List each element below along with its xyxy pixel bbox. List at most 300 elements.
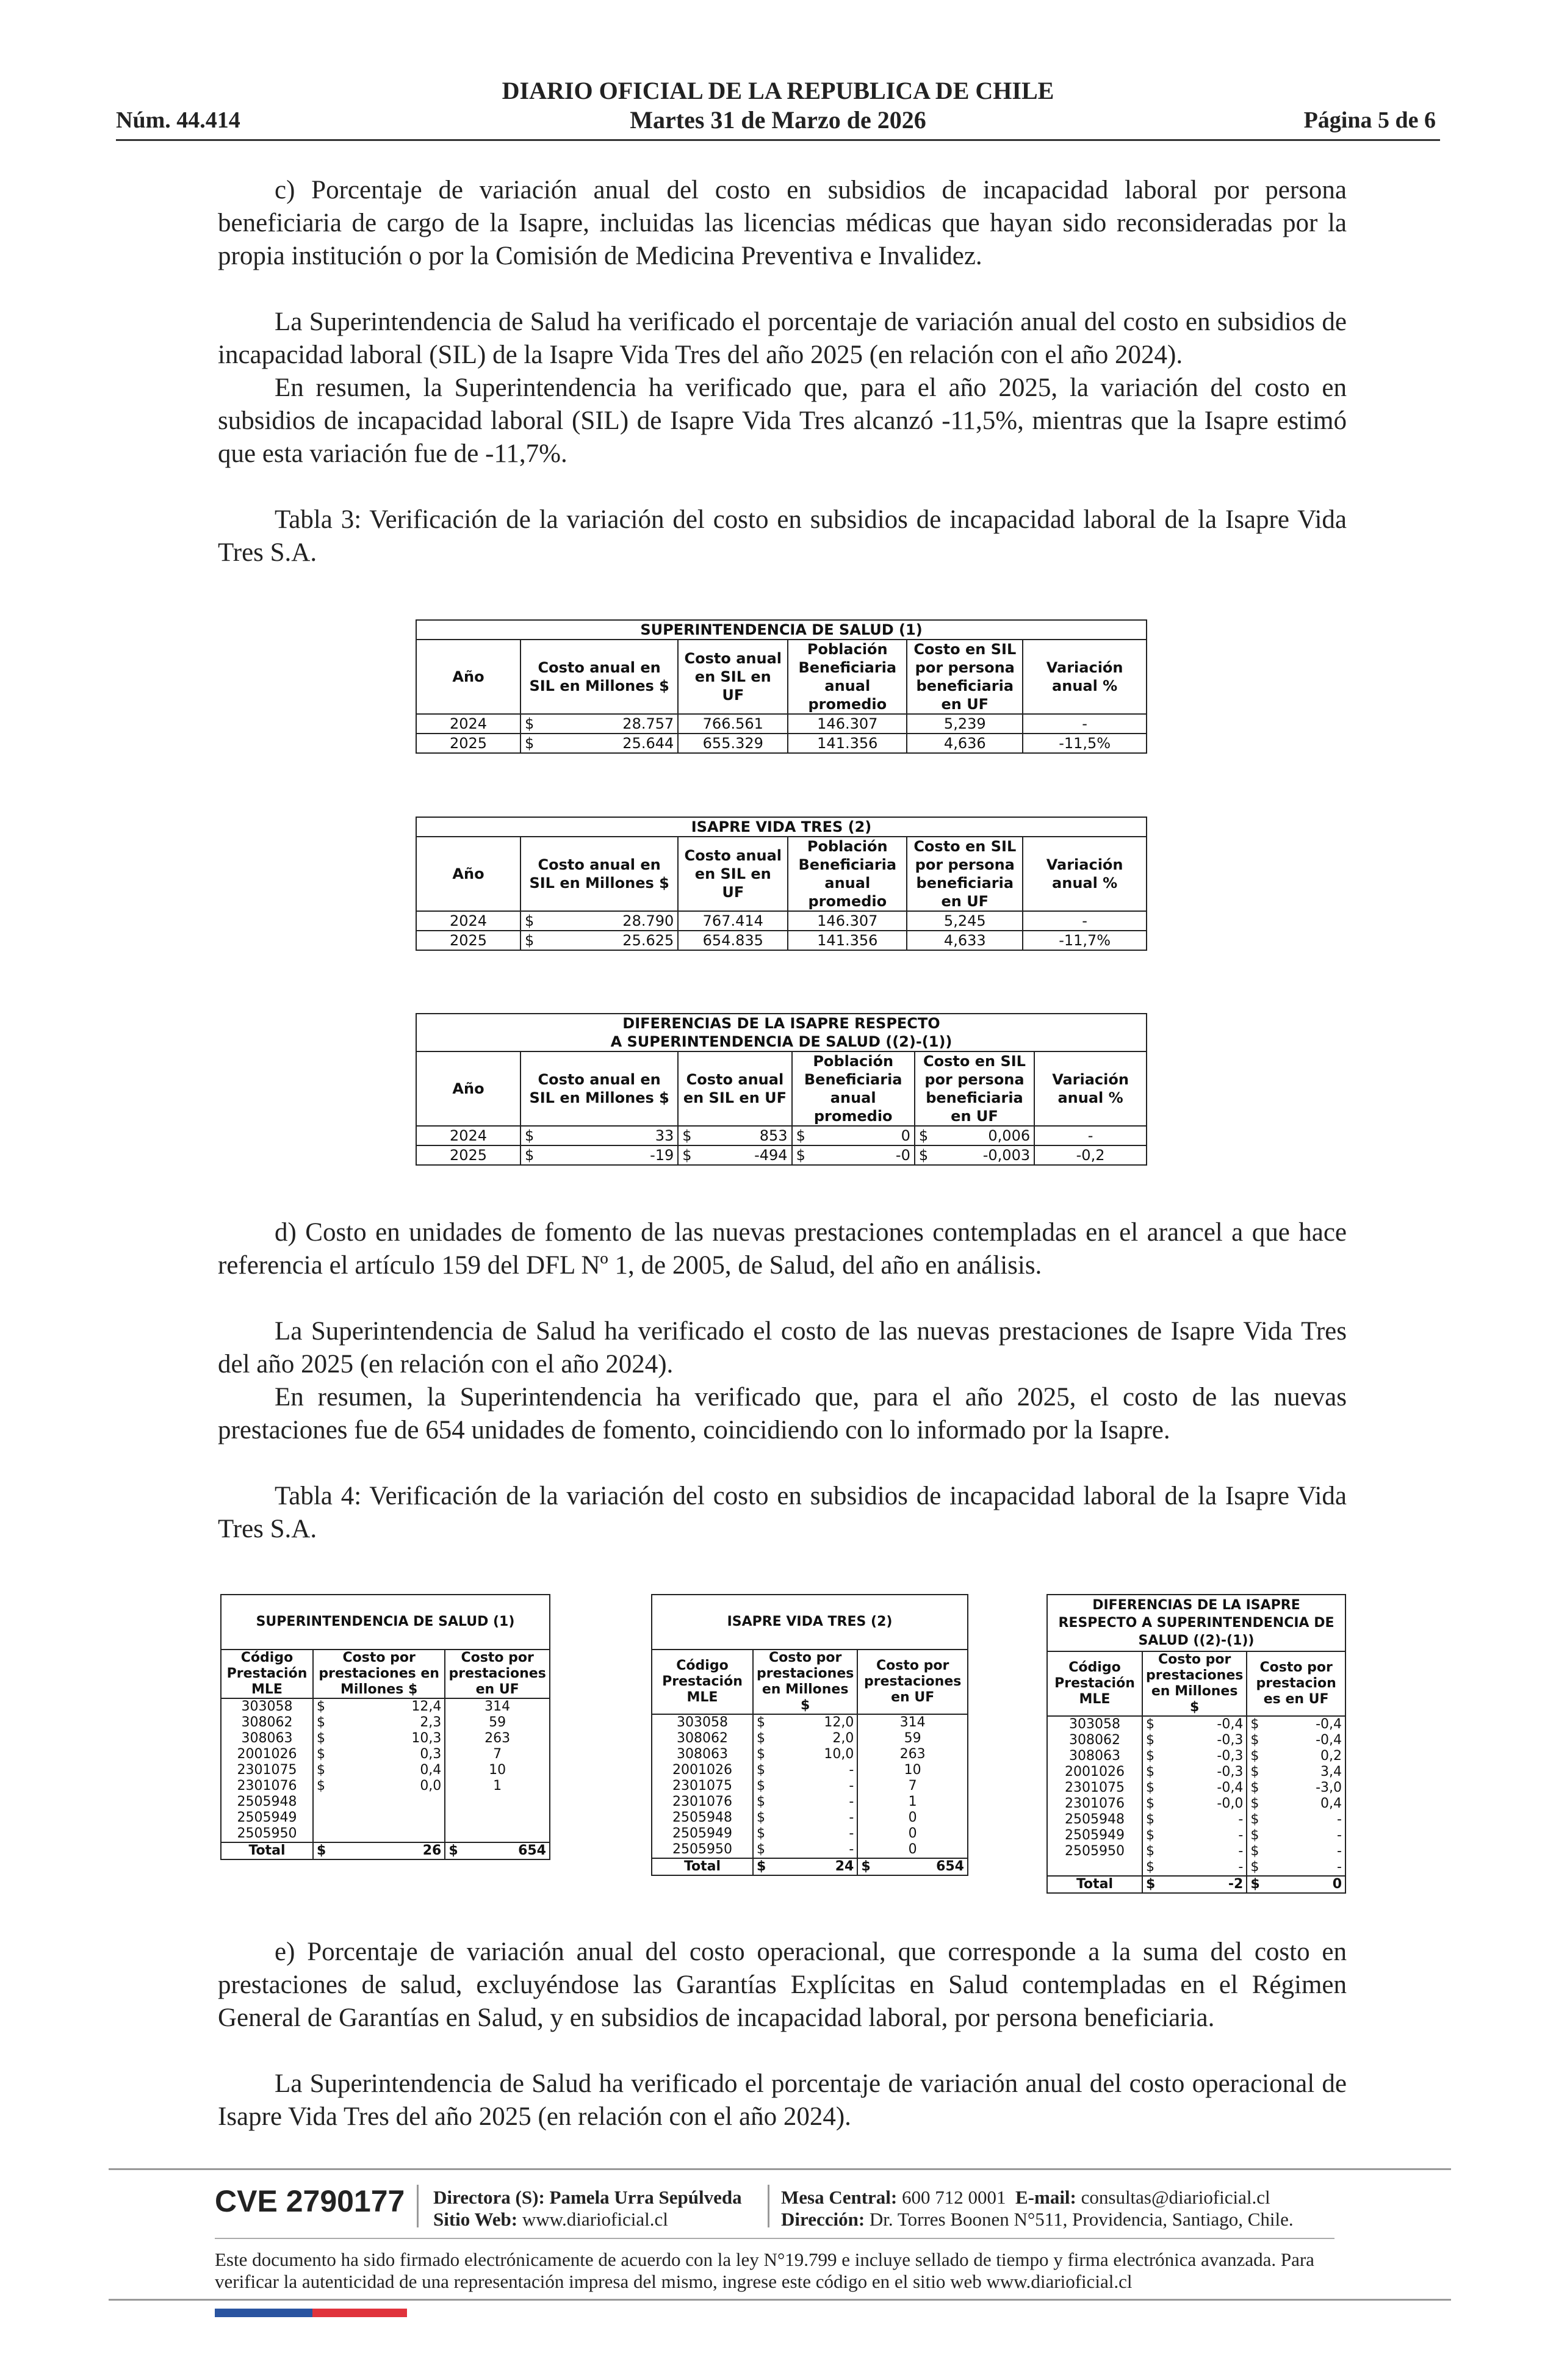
cell-currency: $ [317, 1731, 325, 1746]
col-header-population: Población Beneficiaria anual promedio [792, 1051, 915, 1126]
table-row [222, 1778, 549, 1794]
cell-currency: $ [757, 1810, 765, 1825]
col-header-cost-millions: Costo por prestaciones en Millones $ [313, 1650, 445, 1698]
cell-cost-uf [445, 1794, 549, 1810]
table3-caption: Tabla 3: Verificación de la variación del costo en subsidios de incapacidad laboral de la Isapre Vida Tres S.A. [218, 505, 1347, 567]
email-link[interactable]: consultas@diarioficial.cl [1081, 2187, 1270, 2208]
table-row [1048, 1780, 1345, 1796]
table-row [1048, 1828, 1345, 1844]
cell-cost-millions: - [769, 1826, 857, 1842]
cell-variation: -11,7% [1059, 932, 1111, 949]
cell-code: 2505949 [222, 1810, 313, 1826]
director-name: Pamela Urra Sepúlveda [549, 2187, 742, 2208]
col-header-year: Año [417, 837, 520, 911]
cell-cost-per-person: 4,636 [907, 734, 1023, 752]
page-indicator: Página 5 de 6 [1303, 107, 1436, 133]
cell-cost-uf: 7 [908, 1778, 917, 1794]
mesa-label: Mesa Central: [781, 2187, 898, 2208]
cell-population: 146.307 [788, 911, 907, 931]
cell-cost-uf: -0,4 [1316, 1717, 1342, 1732]
cell-code: 2505950 [1048, 1844, 1142, 1859]
cell-currency: $ [1250, 1812, 1259, 1827]
cell-cost-per-person: 0,006 [932, 1126, 1034, 1145]
cell-code [1048, 1859, 1142, 1876]
cell-currency: $ [757, 1731, 765, 1746]
cell-cost-millions: - [769, 1762, 857, 1778]
total-value: -2 [1158, 1876, 1247, 1892]
total-value: 654 [936, 1859, 964, 1874]
cell-cost-millions: - [769, 1842, 857, 1858]
cell-cost-millions: - [1158, 1844, 1247, 1859]
cell-variation: - [1082, 912, 1087, 929]
table-row [1048, 1844, 1345, 1859]
section-c-p1: La Superintendencia de Salud ha verificado el porcentaje de variación anual del costo en subsidios de incapacidad laboral (SIL) de la Isapre Vida Tres del año 2025 (en relación con el año 2024). [218, 308, 1347, 369]
col-header-cost-uf: Costo por prestaciones en UF [864, 1658, 962, 1705]
cell-cost-uf: - [1337, 1844, 1342, 1859]
cell-currency [313, 1826, 329, 1842]
col-header-cost-uf: Costo anual en SIL en UF [678, 1051, 791, 1126]
cell-currency: $ [1146, 1859, 1154, 1875]
cell-code: 2301076 [1048, 1796, 1142, 1812]
cell-cost-uf: 314 [484, 1699, 511, 1714]
table3-super-title: SUPERINTENDENCIA DE SALUD (1) [417, 621, 1146, 640]
cell-code: 303058 [1048, 1716, 1142, 1733]
cell-cost-uf: 767.414 [678, 911, 788, 931]
cell-year: 2024 [417, 1126, 520, 1145]
cell-cost-uf: - [1337, 1812, 1342, 1827]
cell-cost-millions: - [1158, 1812, 1247, 1828]
table-row [417, 911, 1146, 931]
cve-code: CVE 2790177 [215, 2184, 405, 2218]
col-header-cost-uf: Costo por prestaciones en UF [448, 1650, 546, 1697]
cell-cost-uf: 654.835 [678, 931, 788, 950]
cell-cost-millions: -0,0 [1158, 1796, 1247, 1812]
cell-currency: $ [918, 1127, 929, 1144]
table-row [417, 734, 1146, 752]
cell-cost-uf: 10 [489, 1762, 506, 1778]
cell-code: 2301075 [222, 1762, 313, 1778]
cell-code: 2001026 [1048, 1764, 1142, 1780]
cell-code: 2301075 [652, 1778, 753, 1794]
cell-currency: $ [1146, 1748, 1154, 1764]
cell-population: 141.356 [788, 931, 907, 950]
col-header-year: Año [417, 640, 520, 714]
cell-cost-millions: 0,0 [329, 1778, 445, 1794]
cell-currency: $ [317, 1778, 325, 1794]
cell-currency: $ [682, 1127, 692, 1144]
total-label: Total [1048, 1876, 1142, 1892]
cell-year: 2025 [417, 1145, 520, 1164]
cell-code: 2505950 [652, 1842, 753, 1858]
cell-cost-millions: 12,0 [769, 1714, 857, 1731]
cell-cost-per-person: 4,633 [907, 931, 1023, 950]
table-row [222, 1731, 549, 1747]
cell-code: 2505950 [222, 1826, 313, 1842]
table4-super [220, 1594, 550, 1860]
total-currency: $ [861, 1859, 871, 1874]
section-d [218, 1216, 1347, 1546]
col-header-population: Población Beneficiaria anual promedio [788, 837, 907, 911]
section-e [218, 1936, 1347, 2133]
total-cost-uf [445, 1842, 549, 1859]
cell-code: 308062 [652, 1731, 753, 1747]
table-row [1048, 1716, 1345, 1733]
col-header-variation: Variación anual % [1046, 856, 1123, 892]
cell-currency: $ [1146, 1828, 1154, 1843]
table-row [417, 1145, 1146, 1164]
table3-diff-title-2: A SUPERINTENDENCIA DE SALUD ((2)-(1)) [417, 1033, 1146, 1051]
cell-variation: - [1082, 715, 1087, 732]
cell-cost-millions: - [1158, 1859, 1247, 1876]
cell-cost-uf: 3,4 [1320, 1764, 1342, 1780]
total-value: 26 [329, 1842, 445, 1859]
cell-cost-uf: -3,0 [1316, 1780, 1342, 1795]
table-row [222, 1747, 549, 1762]
cell-cost-uf: -494 [696, 1145, 792, 1164]
cell-currency: $ [757, 1794, 765, 1809]
table-row [652, 1810, 967, 1826]
cell-variation: -11,5% [1059, 735, 1111, 752]
cell-population: -0 [809, 1145, 915, 1164]
total-cost-uf [857, 1858, 967, 1875]
cell-cost-millions: -0,4 [1158, 1780, 1247, 1796]
header-divider [116, 139, 1440, 141]
total-value: 0 [1332, 1877, 1342, 1892]
flag-bar-blue [215, 2309, 312, 2317]
cell-currency: $ [1250, 1733, 1259, 1748]
cell-cost-uf: 766.561 [678, 714, 788, 734]
cell-currency: $ [1250, 1748, 1259, 1764]
cell-cost-millions: 28.757 [538, 714, 678, 734]
cell-cost-uf: 0,4 [1320, 1796, 1342, 1811]
cell-currency: $ [682, 1147, 692, 1164]
mesa-phone: 600 712 0001 [902, 2187, 1006, 2208]
col-header-cost-millions: Costo por prestaciones en Millones $ [1142, 1651, 1247, 1716]
total-label: Total [222, 1842, 313, 1859]
email-label: E-mail: [1015, 2187, 1076, 2208]
cell-currency: $ [525, 1147, 535, 1164]
issue-date: Martes 31 de Marzo de 2026 [630, 106, 926, 134]
col-header-variation: Variación anual % [1052, 1071, 1129, 1106]
cell-currency: $ [525, 912, 535, 929]
cell-cost-uf: 59 [489, 1715, 506, 1730]
cell-code: 2505949 [652, 1826, 753, 1842]
cell-cost-per-person: -0,003 [932, 1145, 1034, 1164]
table-row [652, 1842, 967, 1858]
cell-code: 2505948 [1048, 1812, 1142, 1828]
cell-cost-millions: 25.625 [538, 931, 678, 950]
table3-super [416, 619, 1147, 754]
cell-cost-uf: 853 [696, 1126, 792, 1145]
cell-cost-millions: 10,3 [329, 1731, 445, 1747]
col-header-cost-millions: Costo anual en SIL en Millones $ [520, 640, 678, 714]
cell-cost-millions: -19 [538, 1145, 678, 1164]
cell-code: 308063 [1048, 1748, 1142, 1764]
cell-currency: $ [525, 735, 535, 752]
table-row [222, 1715, 549, 1731]
cell-year: 2025 [417, 734, 520, 752]
table-row [1048, 1764, 1345, 1780]
cell-cost-uf: 1 [908, 1794, 917, 1809]
section-c-p2: En resumen, la Superintendencia ha verificado que, para el año 2025, la variación del costo en subsidios de incapacidad laboral (SIL) de Isapre Vida Tres alcanzó -11,5%, mientras que la Isapre estimó que esta variación fue de -11,7%. [218, 373, 1347, 468]
cell-currency: $ [1146, 1812, 1154, 1827]
cell-cost-uf: 0 [908, 1826, 917, 1841]
cell-cost-millions: 33 [538, 1126, 678, 1145]
col-header-cost-per-person: Costo en SIL por persona beneficiaria en UF [907, 640, 1023, 714]
col-header-cost-uf: Costo anual en SIL en UF [678, 640, 788, 714]
cell-year: 2025 [417, 931, 520, 950]
section-c [218, 174, 1347, 569]
cell-currency: $ [1146, 1780, 1154, 1795]
col-header-variation: Variación anual % [1046, 659, 1123, 694]
cell-cost-uf: - [1337, 1859, 1342, 1875]
cell-currency: $ [1250, 1780, 1259, 1795]
cell-code: 2505948 [222, 1794, 313, 1810]
issue-number: Núm. 44.414 [116, 107, 240, 133]
table4-diff [1046, 1594, 1346, 1894]
col-header-code: Código Prestación MLE [222, 1650, 313, 1698]
cell-currency: $ [757, 1715, 765, 1730]
cell-currency: $ [317, 1699, 325, 1714]
table3-isapre [416, 817, 1147, 951]
table-row [417, 931, 1146, 950]
table-row [222, 1762, 549, 1778]
total-row [222, 1842, 549, 1859]
total-currency: $ [1146, 1877, 1156, 1892]
footer-separator [768, 2185, 769, 2227]
cell-currency: $ [1250, 1796, 1259, 1811]
cell-cost-uf: 655.329 [678, 734, 788, 752]
section-c-title: c) Porcentaje de variación anual del costo en subsidios de incapacidad laboral por persona beneficiaria de cargo de la Isapre, incluidas las licencias médicas que hayan sido reconsideradas por la propia institución o por la Comisión de Medicina Preventiva e Invalidez. [218, 176, 1347, 270]
cell-code: 308063 [222, 1731, 313, 1747]
cell-cost-uf: 0,2 [1320, 1748, 1342, 1764]
footer-director-block [433, 2187, 742, 2230]
cell-cost-uf: -0,4 [1316, 1733, 1342, 1748]
cell-code: 2301076 [222, 1778, 313, 1794]
col-header-year: Año [417, 1051, 520, 1126]
cell-cost-per-person: 5,245 [907, 911, 1023, 931]
cell-currency: $ [1250, 1764, 1259, 1780]
cell-code: 2505949 [1048, 1828, 1142, 1844]
table-row [652, 1778, 967, 1794]
cell-population: 146.307 [788, 714, 907, 734]
table-row [417, 1126, 1146, 1145]
col-header-code: Código Prestación MLE [1048, 1651, 1142, 1716]
cell-currency: $ [317, 1715, 325, 1730]
cell-population: 141.356 [788, 734, 907, 752]
cell-year: 2024 [417, 714, 520, 734]
cell-currency: $ [757, 1747, 765, 1762]
total-value: 654 [518, 1843, 546, 1858]
cell-cost-millions: -0,3 [1158, 1764, 1247, 1780]
col-header-cost-millions: Costo por prestaciones en Millones $ [753, 1650, 857, 1714]
cell-cost-uf: 263 [484, 1731, 511, 1746]
total-row [1048, 1876, 1345, 1892]
cell-population: 0 [809, 1126, 915, 1145]
section-e-title: e) Porcentaje de variación anual del costo operacional, que corresponde a la suma del costo en prestaciones de salud, excluyéndose las Garantías Explícitas en Salud contempladas en el Régimen General de Garantías en Salud, y en subsidios de incapacidad laboral, por persona beneficiaria. [218, 1938, 1347, 2032]
col-header-cost-per-person: Costo en SIL por persona beneficiaria en UF [907, 837, 1023, 911]
cell-code: 303058 [652, 1714, 753, 1731]
cell-variation: -0,2 [1076, 1147, 1105, 1164]
cell-currency: $ [1250, 1717, 1259, 1732]
director-label: Directora (S): [433, 2187, 545, 2208]
cell-code: 2301075 [1048, 1780, 1142, 1796]
total-value: 24 [769, 1858, 857, 1875]
cell-currency: $ [918, 1147, 929, 1164]
total-currency: $ [757, 1859, 766, 1874]
section-d-p1: La Superintendencia de Salud ha verificado el costo de las nuevas prestaciones de Isapre Vida Tres del año 2025 (en relación con el año 2024). [218, 1317, 1347, 1379]
table-row [1048, 1748, 1345, 1764]
table-row [652, 1826, 967, 1842]
cell-cost-millions: 2,0 [769, 1731, 857, 1747]
table3-diff-title-1: DIFERENCIAS DE LA ISAPRE RESPECTO [622, 1015, 940, 1032]
cell-currency: $ [757, 1842, 765, 1857]
cell-cost-uf: 0 [908, 1842, 917, 1857]
cell-cost-millions: 0,4 [329, 1762, 445, 1778]
footer-contact-block [781, 2187, 1294, 2230]
cell-cost-millions: -0,4 [1158, 1716, 1247, 1733]
col-header-code: Código Prestación MLE [652, 1650, 753, 1714]
cell-cost-millions: - [769, 1810, 857, 1826]
cell-currency: $ [796, 1147, 805, 1164]
cell-currency: $ [317, 1747, 325, 1762]
cell-year: 2024 [417, 911, 520, 931]
table-row [652, 1731, 967, 1747]
cell-cost-millions: - [769, 1778, 857, 1794]
signature-note: Este documento ha sido firmado electrónicamente de acuerdo con la ley N°19.799 e incluye sellado de tiempo y firma electrónica avanzada. Para verificar la autenticidad de una representación impresa del mismo, ingrese este código en el sitio web www.diarioficial.cl [215, 2249, 1314, 2292]
cell-currency [313, 1794, 329, 1810]
table-row [652, 1747, 967, 1762]
col-header-cost-per-person: Costo en SIL por persona beneficiaria en UF [915, 1051, 1034, 1126]
table-row [652, 1794, 967, 1810]
cell-code: 303058 [222, 1698, 313, 1715]
cell-code: 2001026 [652, 1762, 753, 1778]
site-link[interactable]: www.diarioficial.cl [522, 2209, 668, 2230]
section-d-title: d) Costo en unidades de fomento de las nuevas prestaciones contempladas en el arancel a que hace referencia el artículo 159 del DFL Nº 1, de 2005, de Salud, del año en análisis. [218, 1218, 1347, 1280]
cell-currency: $ [1146, 1764, 1154, 1780]
table-row [1048, 1733, 1345, 1748]
cell-code: 2001026 [222, 1747, 313, 1762]
col-header-cost-millions: Costo anual en SIL en Millones $ [520, 1051, 678, 1126]
cell-cost-uf [445, 1826, 549, 1842]
footer-separator [417, 2185, 419, 2227]
cell-code: 2301076 [652, 1794, 753, 1810]
col-header-cost-millions: Costo anual en SIL en Millones $ [520, 837, 678, 911]
table-row [222, 1826, 549, 1842]
col-header-population: Población Beneficiaria anual promedio [788, 640, 907, 714]
address: Dr. Torres Boonen N°511, Providencia, Santiago, Chile. [869, 2209, 1294, 2230]
cell-cost-millions [329, 1794, 445, 1810]
table4-isapre [651, 1594, 968, 1876]
col-header-cost-uf: Costo anual en SIL en UF [678, 837, 788, 911]
address-label: Dirección: [781, 2209, 865, 2230]
cell-currency: $ [757, 1778, 765, 1794]
cell-currency: $ [1250, 1859, 1259, 1875]
table4-isapre-title: ISAPRE VIDA TRES (2) [652, 1595, 967, 1650]
cell-cost-uf: 0 [908, 1810, 917, 1825]
cell-currency: $ [525, 1127, 535, 1144]
total-currency: $ [317, 1843, 326, 1858]
cell-cost-millions: 2,3 [329, 1715, 445, 1731]
cell-code: 308063 [652, 1747, 753, 1762]
cell-cost-millions: 25.644 [538, 734, 678, 752]
cell-cost-uf: 7 [493, 1747, 502, 1762]
cell-cost-uf [445, 1810, 549, 1826]
cell-currency: $ [1146, 1844, 1154, 1859]
cell-currency: $ [1250, 1828, 1259, 1843]
section-e-p1: La Superintendencia de Salud ha verificado el porcentaje de variación anual del costo operacional de Isapre Vida Tres del año 2025 (en relación con el año 2024). [218, 2069, 1347, 2131]
cell-cost-uf: 314 [899, 1715, 926, 1730]
cell-cost-millions [329, 1826, 445, 1842]
table4-super-title: SUPERINTENDENCIA DE SALUD (1) [222, 1595, 549, 1650]
cell-cost-per-person: 5,239 [907, 714, 1023, 734]
cell-currency [313, 1810, 329, 1826]
cell-cost-millions: -0,3 [1158, 1748, 1247, 1764]
table-row [1048, 1796, 1345, 1812]
table3-isapre-title: ISAPRE VIDA TRES (2) [417, 818, 1146, 837]
cell-currency: $ [757, 1826, 765, 1841]
cell-cost-millions: 0,3 [329, 1747, 445, 1762]
cell-currency: $ [757, 1762, 765, 1778]
cell-currency: $ [525, 715, 535, 732]
cell-cost-millions: - [769, 1794, 857, 1810]
cell-currency: $ [796, 1127, 805, 1144]
site-label: Sitio Web: [433, 2209, 518, 2230]
table-row [652, 1714, 967, 1731]
cell-cost-uf: - [1337, 1828, 1342, 1843]
footer-divider [109, 2168, 1451, 2170]
total-row [652, 1858, 967, 1875]
table3-diff [416, 1013, 1147, 1166]
table-row [222, 1810, 549, 1826]
table-row [222, 1794, 549, 1810]
section-d-p2: En resumen, la Superintendencia ha verificado que, para el año 2025, el costo de las nuevas prestaciones fue de 654 unidades de fomento, coincidiendo con lo informado por la Isapre. [218, 1383, 1347, 1444]
cell-currency: $ [1146, 1717, 1154, 1732]
table-row [1048, 1859, 1345, 1876]
cell-currency: $ [1146, 1733, 1154, 1748]
cell-cost-uf: 263 [899, 1747, 926, 1762]
cell-cost-millions [329, 1810, 445, 1826]
cell-code: 308062 [1048, 1733, 1142, 1748]
cell-variation: - [1087, 1127, 1093, 1144]
col-header-cost-uf: Costo por prestacion es en UF [1256, 1660, 1336, 1707]
cell-currency: $ [1146, 1796, 1154, 1811]
newspaper-title: DIARIO OFICIAL DE LA REPUBLICA DE CHILE [502, 77, 1054, 104]
flag-bar-red [312, 2309, 407, 2317]
table-row [417, 714, 1146, 734]
cell-currency: $ [1250, 1844, 1259, 1859]
footer-divider [109, 2299, 1451, 2301]
cell-cost-millions: - [1158, 1828, 1247, 1844]
cell-cost-millions: -0,3 [1158, 1733, 1247, 1748]
table4-caption: Tabla 4: Verificación de la variación del costo en subsidios de incapacidad laboral de la Isapre Vida Tres S.A. [218, 1482, 1347, 1543]
table-row [652, 1762, 967, 1778]
cell-cost-millions: 12,4 [329, 1698, 445, 1715]
cell-currency: $ [525, 932, 535, 949]
table4-diff-title: DIFERENCIAS DE LA ISAPRE RESPECTO A SUPERINTENDENCIA DE SALUD ((2)-(1)) [1048, 1595, 1345, 1651]
cell-code: 308062 [222, 1715, 313, 1731]
cell-cost-uf: 1 [493, 1778, 502, 1794]
total-currency: $ [1250, 1877, 1260, 1892]
cell-cost-uf: 59 [904, 1731, 921, 1746]
cell-cost-uf: 10 [904, 1762, 921, 1778]
table-row [1048, 1812, 1345, 1828]
footer-divider [215, 2238, 1334, 2239]
cell-cost-millions: 10,0 [769, 1747, 857, 1762]
cell-cost-millions: 28.790 [538, 911, 678, 931]
total-label: Total [652, 1858, 753, 1875]
total-currency: $ [448, 1843, 458, 1858]
